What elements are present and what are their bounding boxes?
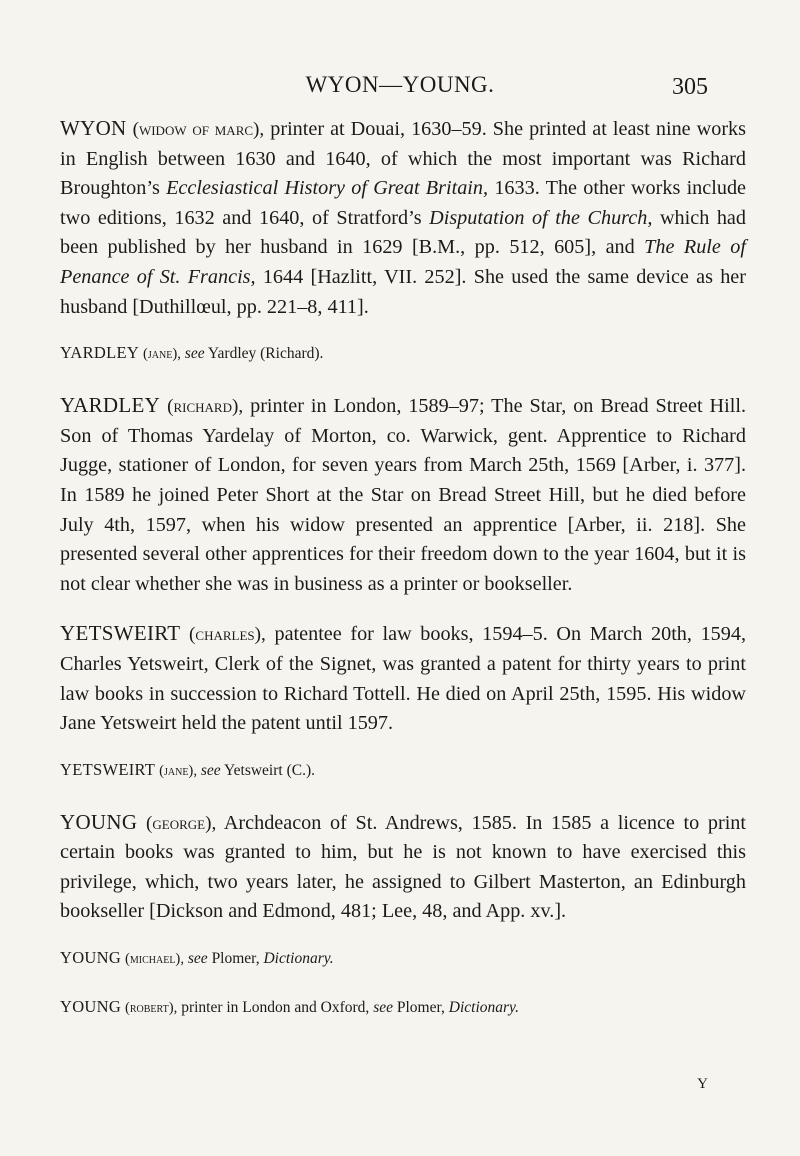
- entry-name: YOUNG: [60, 948, 122, 968]
- entry-young-robert: [60, 996, 746, 1019]
- entry-name: YARDLEY: [60, 343, 140, 363]
- entry-qualifier: (richard),: [167, 396, 244, 418]
- entry-name: YOUNG: [60, 809, 138, 834]
- entry-name: WYON: [60, 116, 127, 140]
- entry-name: YARDLEY: [60, 393, 161, 418]
- entry-name: YETSWEIRT: [60, 759, 156, 779]
- see-reference-word: see: [184, 345, 205, 363]
- entry-qualifier: (jane),: [159, 762, 198, 779]
- entry-text: printer at Douai, 1630–59. She printed at least nine works in English between 1630 and 1640, of which the most important was Richard Broughton’s: [60, 118, 747, 200]
- entry-wyon-widow: [60, 114, 746, 322]
- entry-qualifier: (jane),: [142, 346, 181, 363]
- entry-text: printer in London, 1589–97; The Star, on Bread Street Hill. Son of Thomas Yardelay of Morton, co. Warwick, gent. Apprentice to Richard Jugge, stationer of London, for seven years from March 25th, 1569 [Arber, i. 377]. In 1589 he joined Peter Short at the Star on Bread Street Hill, but he died before July 4th, 1597, when his widow presented an apprentice [Arber, ii. 218]. She presented several other apprentices for their freedom down to the year 1604, but it is not clear whether she was in business as a printer or bookseller.: [60, 395, 746, 595]
- book-title: Ecclesiastical History of Great Britain,: [166, 177, 489, 200]
- entry-young-george: [60, 808, 746, 927]
- cross-reference-title: Dictionary.: [448, 999, 519, 1017]
- book-title: The Rule of Penance of St. Francis,: [60, 236, 746, 288]
- running-head: WYON—YOUNG.: [305, 72, 495, 97]
- entry-yardley-jane: [60, 342, 746, 365]
- page-number: 305: [672, 74, 708, 100]
- entry-text: printer in London and Oxford,: [181, 999, 370, 1017]
- cross-reference-title: Dictionary.: [263, 950, 334, 968]
- entry-young-michael: [60, 947, 746, 970]
- entry-qualifier: (widow of marc),: [132, 119, 265, 140]
- see-reference-word: see: [200, 761, 221, 779]
- entry-name: YETSWEIRT: [60, 621, 181, 646]
- book-title: Disputation of the Church,: [429, 206, 653, 229]
- entry-qualifier: (robert),: [124, 1000, 178, 1017]
- see-reference-word: see: [187, 950, 208, 968]
- entry-qualifier: (michael),: [124, 951, 185, 968]
- entry-yetsweirt-charles: [60, 619, 746, 738]
- entry-qualifier: (charles),: [189, 624, 266, 646]
- signature-mark: Y: [697, 1076, 708, 1092]
- entry-text: 1644 [Hazlitt, VII. 252]. She used the same device as her husband [Duthillœul, pp. 221–8, 411].: [60, 265, 746, 318]
- entry-text: 1633. The other works include two editions, 1632 and 1640, of Stratford’s: [60, 177, 746, 229]
- entry-text: which had been published by her husband in 1629 [B.M., pp. 512, 605], and: [60, 206, 746, 259]
- cross-reference: Yardley (Richard).: [207, 345, 324, 363]
- entry-yetsweirt-jane: [60, 759, 746, 782]
- entry-text: patentee for law books, 1594–5. On March 20th, 1594, Charles Yetsweirt, Clerk of the Signet, was granted a patent for thirty years to print law books in succession to Richard Tottell. He died on April 25th, 1595. His widow Jane Yetsweirt held the patent until 1597.: [60, 623, 746, 735]
- entry-text: Archdeacon of St. Andrews, 1585. In 1585 a licence to print certain books was granted to him, but he is not known to have exercised this privilege, which, two years later, he assigned to Gilbert Masterton, an Edinburgh bookseller [Dickson and Edmond, 481; Lee, 48, and App. xv.].: [60, 811, 747, 923]
- cross-reference: Plomer,: [396, 999, 445, 1017]
- page-body: [60, 114, 746, 1019]
- cross-reference: Yetsweirt (C.).: [224, 761, 315, 779]
- entry-name: YOUNG: [60, 997, 122, 1017]
- see-reference-word: see: [373, 999, 393, 1017]
- page-header: [0, 72, 800, 102]
- cross-reference: Plomer,: [211, 950, 260, 968]
- entry-yardley-richard: [60, 391, 746, 599]
- entry-qualifier: (george),: [146, 812, 217, 834]
